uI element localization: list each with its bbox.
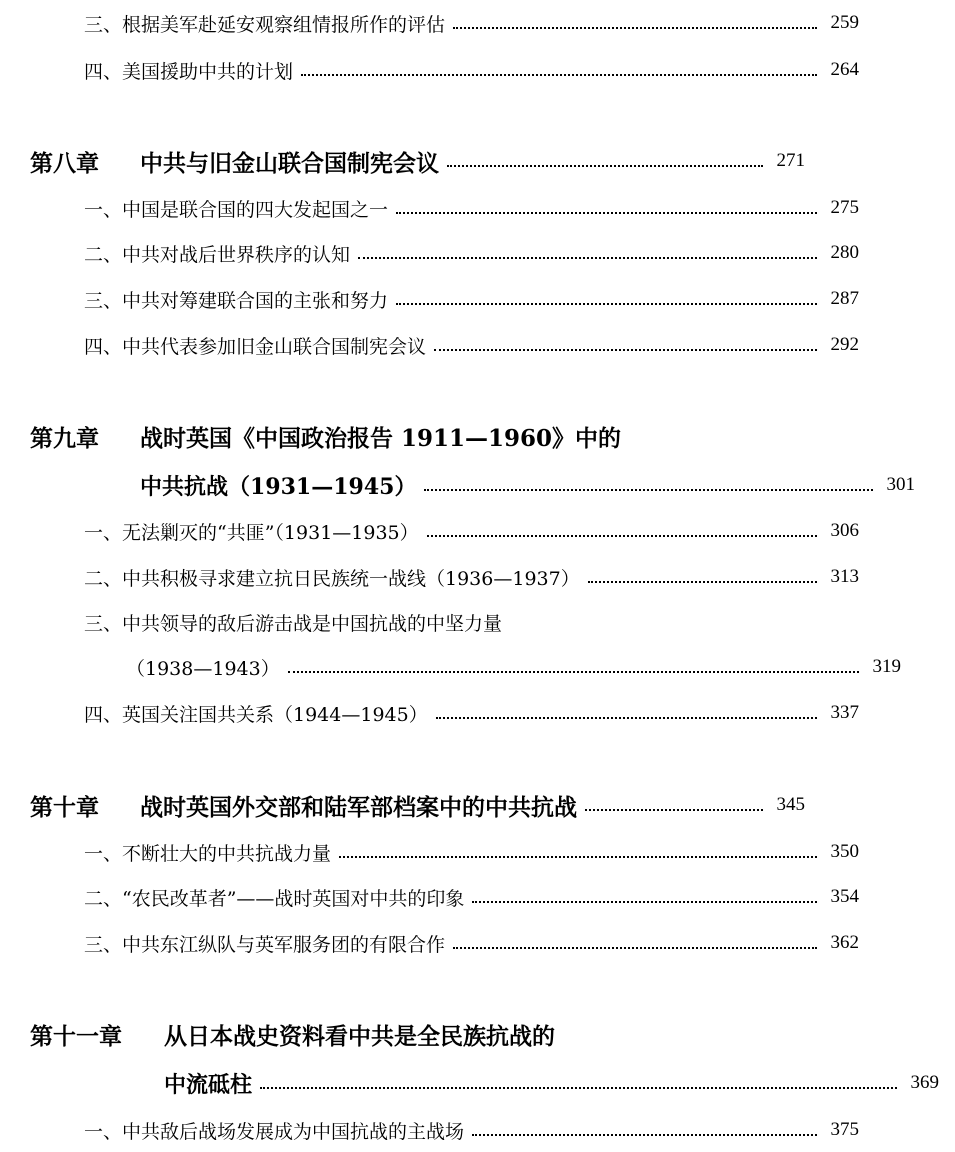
section-title: 一、中共敌后战场发展成为中国抗战的主战场 bbox=[84, 1120, 465, 1143]
chapter-title-continued: 中共抗战（1931—1945） bbox=[140, 473, 417, 500]
page-number: 306 bbox=[830, 520, 859, 541]
dot-leader bbox=[453, 946, 817, 949]
toc-section-entry bbox=[0, 1113, 875, 1147]
dot-leader bbox=[358, 256, 817, 259]
toc-section-entry bbox=[0, 880, 875, 914]
toc-chapter-entry bbox=[0, 1017, 821, 1051]
toc-section-entry bbox=[0, 6, 875, 40]
section-title: 一、无法剿灭的“共匪”（1931—1935） bbox=[84, 521, 419, 544]
dot-leader bbox=[585, 808, 763, 811]
section-title: 四、美国援助中共的计划 bbox=[84, 60, 294, 83]
page-number: 375 bbox=[830, 1119, 859, 1140]
toc-section-entry bbox=[0, 53, 875, 87]
section-title: 四、英国关注国共关系（1944—1945） bbox=[84, 703, 428, 726]
toc-section-entry bbox=[0, 696, 875, 730]
dot-leader bbox=[447, 164, 763, 167]
dot-leader bbox=[588, 580, 817, 583]
page-number: 271 bbox=[776, 150, 805, 171]
dot-leader bbox=[260, 1086, 897, 1089]
dot-leader bbox=[288, 670, 859, 673]
section-title: 三、根据美军赴延安观察组情报所作的评估 bbox=[84, 13, 446, 36]
chapter-title: 战时英国《中国政治报告 1911—1960》中的 bbox=[140, 424, 622, 452]
page-number: 264 bbox=[830, 59, 859, 80]
page-number: 319 bbox=[872, 656, 901, 677]
dot-leader bbox=[472, 900, 817, 903]
dot-leader bbox=[453, 26, 817, 29]
page-number: 313 bbox=[830, 566, 859, 587]
chapter-title-continued: 中流砥柱 bbox=[164, 1071, 253, 1098]
toc-section-entry bbox=[0, 605, 875, 639]
page-number: 259 bbox=[830, 12, 859, 33]
toc-section-continuation bbox=[0, 650, 917, 684]
toc-chapter-entry bbox=[0, 419, 821, 453]
page-number: 369 bbox=[910, 1072, 939, 1093]
toc-chapter-entry bbox=[0, 788, 821, 822]
section-title: 二、“农民改革者”——战时英国对中共的印象 bbox=[84, 887, 465, 910]
toc-section-entry bbox=[0, 835, 875, 869]
section-title: 一、不断壮大的中共抗战力量 bbox=[84, 842, 332, 865]
page-number: 345 bbox=[776, 794, 805, 815]
section-title: 二、中共对战后世界秩序的认知 bbox=[84, 243, 351, 266]
toc-section-entry bbox=[0, 191, 875, 225]
dot-leader bbox=[472, 1133, 817, 1136]
dot-leader bbox=[301, 73, 817, 76]
toc-section-entry bbox=[0, 560, 875, 594]
page-number: 350 bbox=[830, 841, 859, 862]
section-title: 一、中国是联合国的四大发起国之一 bbox=[84, 198, 389, 221]
dot-leader bbox=[396, 211, 817, 214]
section-title: 三、中共东江纵队与英军服务团的有限合作 bbox=[84, 933, 446, 956]
chapter-number: 第十一章 bbox=[30, 1022, 122, 1050]
dot-leader bbox=[396, 302, 817, 305]
section-title: 二、中共积极寻求建立抗日民族统一战线（1936—1937） bbox=[84, 567, 580, 590]
toc-section-entry bbox=[0, 514, 875, 548]
dot-leader bbox=[434, 348, 817, 351]
dot-leader bbox=[436, 716, 817, 719]
chapter-title: 中共与旧金山联合国制宪会议 bbox=[140, 149, 439, 177]
chapter-number: 第八章 bbox=[30, 149, 99, 177]
toc-section-entry bbox=[0, 328, 875, 362]
toc-section-entry bbox=[0, 236, 875, 270]
toc-chapter-entry bbox=[0, 144, 821, 178]
toc-chapter-continuation bbox=[0, 468, 931, 502]
page-number: 292 bbox=[830, 334, 859, 355]
toc-section-entry bbox=[0, 282, 875, 316]
toc-chapter-continuation bbox=[0, 1066, 955, 1100]
section-title-continued: （1938—1943） bbox=[126, 657, 280, 680]
section-title: 三、中共对筹建联合国的主张和努力 bbox=[84, 289, 389, 312]
chapter-title: 战时英国外交部和陆军部档案中的中共抗战 bbox=[140, 793, 577, 821]
page-number: 354 bbox=[830, 886, 859, 907]
dot-leader bbox=[424, 488, 873, 491]
page-number: 301 bbox=[886, 474, 915, 495]
page-number: 362 bbox=[830, 932, 859, 953]
chapter-title: 从日本战史资料看中共是全民族抗战的 bbox=[164, 1022, 555, 1050]
page-number: 287 bbox=[830, 288, 859, 309]
chapter-number: 第十章 bbox=[30, 793, 99, 821]
dot-leader bbox=[339, 855, 817, 858]
section-title: 四、中共代表参加旧金山联合国制宪会议 bbox=[84, 335, 427, 358]
page-number: 337 bbox=[830, 702, 859, 723]
page-number: 275 bbox=[830, 197, 859, 218]
dot-leader bbox=[427, 534, 817, 537]
section-title: 三、中共领导的敌后游击战是中国抗战的中坚力量 bbox=[84, 612, 503, 635]
page-number: 280 bbox=[830, 242, 859, 263]
toc-section-entry bbox=[0, 926, 875, 960]
chapter-number: 第九章 bbox=[30, 424, 99, 452]
